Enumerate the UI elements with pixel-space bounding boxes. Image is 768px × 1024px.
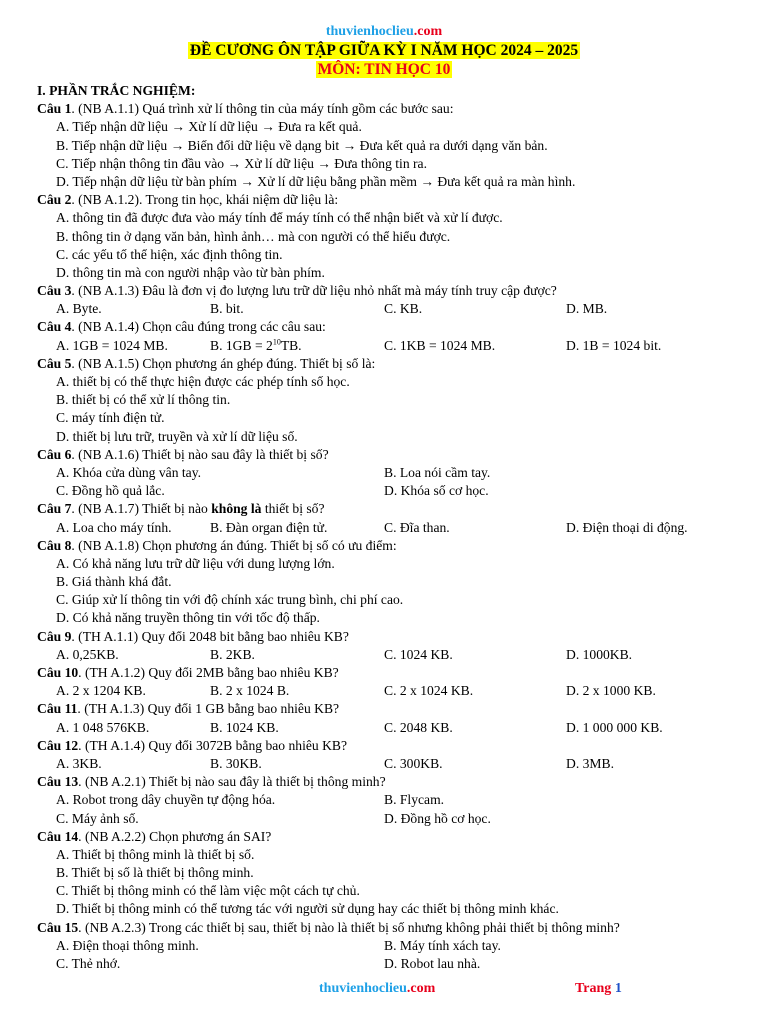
option-9a: A. 0,25KB. xyxy=(56,646,119,662)
question-14: Câu 14. (NB A.2.2) Chọn phương án SAI? xyxy=(37,828,272,844)
option-1b: B. Tiếp nhận dữ liệu → Biến đổi dữ liệu về dạng bit → Đưa kết quả ra dưới dạng văn bản. xyxy=(56,137,548,153)
option-6a: A. Khóa cửa dùng vân tay. xyxy=(56,464,202,480)
options-row-7 xyxy=(37,519,737,537)
option-2d: D. thông tin mà con người nhập vào từ bàn phím. xyxy=(56,264,325,280)
option-14b: B. Thiết bị số là thiết bị thông minh. xyxy=(56,865,254,881)
option-15c: C. Thẻ nhớ. xyxy=(56,956,121,971)
options-row-13b xyxy=(37,810,737,828)
option-15b: B. Máy tính xách tay. xyxy=(384,937,501,953)
option-12b: B. 30KB. xyxy=(210,755,262,771)
question-8: Câu 8. (NB A.1.8) Chọn phương án đúng. Thiết bị số có ưu điểm: xyxy=(37,537,397,553)
option-7c: C. Đĩa than. xyxy=(384,519,450,535)
option-14d: D. Thiết bị thông minh có thể tương tác với người sử dụng hay các thiết bị thông minh khác. xyxy=(56,901,559,917)
option-4d: D. 1B = 1024 bit. xyxy=(566,337,662,353)
option-4a: A. 1GB = 1024 MB. xyxy=(56,337,168,353)
option-10a: A. 2 x 1204 KB. xyxy=(56,683,146,699)
question-11: Câu 11. (TH A.1.3) Quy đổi 1 GB bằng bao nhiêu KB? xyxy=(37,701,340,717)
question-9: Câu 9. (TH A.1.1) Quy đổi 2048 bit bằng bao nhiêu KB? xyxy=(37,628,349,644)
page-number: Trang 1 xyxy=(575,981,622,996)
options-row-13a xyxy=(37,791,737,809)
option-13c: C. Máy ảnh số. xyxy=(56,810,139,826)
option-4c: C. 1KB = 1024 MB. xyxy=(384,337,496,353)
question-6: Câu 6. (NB A.1.6) Thiết bị nào sau đây là thiết bị số? xyxy=(37,446,329,462)
question-15: Câu 15. (NB A.2.3) Trong các thiết bị sau, thiết bị nào là thiết bị số nhưng không phải thiết bị thông minh? xyxy=(37,919,620,935)
option-5c: C. máy tính điện tử. xyxy=(56,410,165,426)
question-2: Câu 2. (NB A.1.2). Trong tin học, khái niệm dữ liệu là: xyxy=(37,192,339,208)
option-9c: C. 1024 KB. xyxy=(384,646,453,662)
option-12d: D. 3MB. xyxy=(566,755,614,771)
option-5d: D. thiết bị lưu trữ, truyền và xử lí dữ liệu số. xyxy=(56,428,298,444)
options-row-9 xyxy=(37,646,737,664)
question-4: Câu 4. (NB A.1.4) Chọn câu đúng trong các câu sau: xyxy=(37,319,326,335)
option-14c: C. Thiết bị thông minh có thể làm việc một cách tự chủ. xyxy=(56,883,360,899)
option-6d: D. Khóa số cơ học. xyxy=(384,483,489,499)
option-9d: D. 1000KB. xyxy=(566,646,633,662)
question-12: Câu 12. (TH A.1.4) Quy đổi 3072B bằng bao nhiêu KB? xyxy=(37,737,347,753)
option-15a: A. Điện thoại thông minh. xyxy=(56,937,199,953)
document-subtitle: MÔN: TIN HỌC 10 xyxy=(317,61,451,78)
option-2c: C. các yếu tố thể hiện, xác định thông tin. xyxy=(56,246,283,262)
document-title: ĐỀ CƯƠNG ÔN TẬP GIỮA KỲ I NĂM HỌC 2024 – 2025 xyxy=(189,42,579,59)
option-6c: C. Đồng hồ quả lắc. xyxy=(56,483,165,499)
option-1d: D. Tiếp nhận dữ liệu từ bàn phím → Xử lí dữ liệu bằng phần mềm → Đưa kết quả ra màn hình. xyxy=(56,173,576,189)
question-13: Câu 13. (NB A.2.1) Thiết bị nào sau đây là thiết bị thông minh? xyxy=(37,774,386,790)
question-7: Câu 7. (NB A.1.7) Thiết bị nào không là thiết bị số? xyxy=(37,501,325,517)
option-3d: D. MB. xyxy=(566,301,608,317)
options-row-11 xyxy=(37,719,737,737)
option-11c: C. 2048 KB. xyxy=(384,719,453,735)
option-8a: A. Có khả năng lưu trữ dữ liệu với dung lượng lớn. xyxy=(56,555,335,571)
options-row-3 xyxy=(37,300,737,318)
option-1c: C. Tiếp nhận thông tin đầu vào → Xử lí dữ liệu → Đưa thông tin ra. xyxy=(56,155,427,171)
option-10c: C. 2 x 1024 KB. xyxy=(384,683,474,699)
option-8b: B. Giá thành khá đắt. xyxy=(56,574,172,590)
question-list xyxy=(37,82,737,973)
option-5b: B. thiết bị có thể xử lí thông tin. xyxy=(56,392,231,408)
option-9b: B. 2KB. xyxy=(210,646,255,662)
options-row-15a xyxy=(37,937,737,955)
options-row-15b xyxy=(37,955,737,973)
options-row-6b xyxy=(37,482,737,500)
question-5: Câu 5. (NB A.1.5) Chọn phương án ghép đúng. Thiết bị số là: xyxy=(37,355,376,371)
header-site-link[interactable]: thuvienhoclieu.com xyxy=(325,24,443,39)
option-13d: D. Đồng hồ cơ học. xyxy=(384,810,491,826)
option-8d: D. Có khả năng truyền thông tin với tốc độ thấp. xyxy=(56,610,320,626)
option-10d: D. 2 x 1000 KB. xyxy=(566,683,656,699)
option-11a: A. 1 048 576KB. xyxy=(56,719,150,735)
option-3b: B. bit. xyxy=(210,301,244,317)
section-title: I. PHẦN TRẮC NGHIỆM: xyxy=(37,83,196,98)
options-row-6a xyxy=(37,464,737,482)
option-10b: B. 2 x 1024 B. xyxy=(210,683,290,699)
options-row-10 xyxy=(37,682,737,700)
option-12c: C. 300KB. xyxy=(384,755,443,771)
option-4b: B. $1GB = 2^{10}TB$. xyxy=(210,337,302,353)
option-3c: C. KB. xyxy=(384,301,423,317)
options-row-12 xyxy=(37,755,737,773)
option-6b: B. Loa nói cầm tay. xyxy=(384,464,491,480)
footer-site-link[interactable]: thuvienhoclieu.com xyxy=(319,981,436,996)
options-row-4 xyxy=(37,337,737,355)
option-7a: A. Loa cho máy tính. xyxy=(56,519,172,535)
option-14a: A. Thiết bị thông minh là thiết bị số. xyxy=(56,846,255,862)
option-2a: A. thông tin đã được đưa vào máy tính để máy tính có thể nhận biết và xử lí được. xyxy=(56,210,503,226)
option-7d: D. Điện thoại di động. xyxy=(566,519,688,535)
option-11b: B. 1024 KB. xyxy=(210,719,279,735)
question-10: Câu 10. (TH A.1.2) Quy đổi 2MB bằng bao nhiêu KB? xyxy=(37,665,339,680)
option-12a: A. 3KB. xyxy=(56,755,102,771)
option-5a: A. thiết bị có thể thực hiện được các phép tính số học. xyxy=(56,374,350,389)
option-8c: C. Giúp xử lí thông tin với độ chính xác trung bình, chi phí cao. xyxy=(56,592,404,608)
option-3a: A. Byte. xyxy=(56,301,102,317)
option-11d: D. 1 000 000 KB. xyxy=(566,719,663,735)
option-13a: A. Robot trong dây chuyền tự động hóa. xyxy=(56,792,276,808)
option-2b: B. thông tin ở dạng văn bản, hình ảnh… mà con người có thể hiểu được. xyxy=(56,228,451,244)
question-3: Câu 3. (NB A.1.3) Đâu là đơn vị đo lượng lưu trữ dữ liệu nhỏ nhất mà máy tính truy cập được? xyxy=(37,283,557,299)
option-1a: A. Tiếp nhận dữ liệu → Xử lí dữ liệu → Đưa ra kết quả. xyxy=(56,119,362,135)
question-1: Câu 1. (NB A.1.1) Quá trình xử lí thông tin của máy tính gồm các bước sau: xyxy=(37,101,454,117)
option-13b: B. Flycam. xyxy=(384,792,445,808)
option-15d: D. Robot lau nhà. xyxy=(384,956,481,971)
page-footer xyxy=(0,981,768,1001)
option-7b: B. Đàn organ điện tử. xyxy=(210,519,328,535)
